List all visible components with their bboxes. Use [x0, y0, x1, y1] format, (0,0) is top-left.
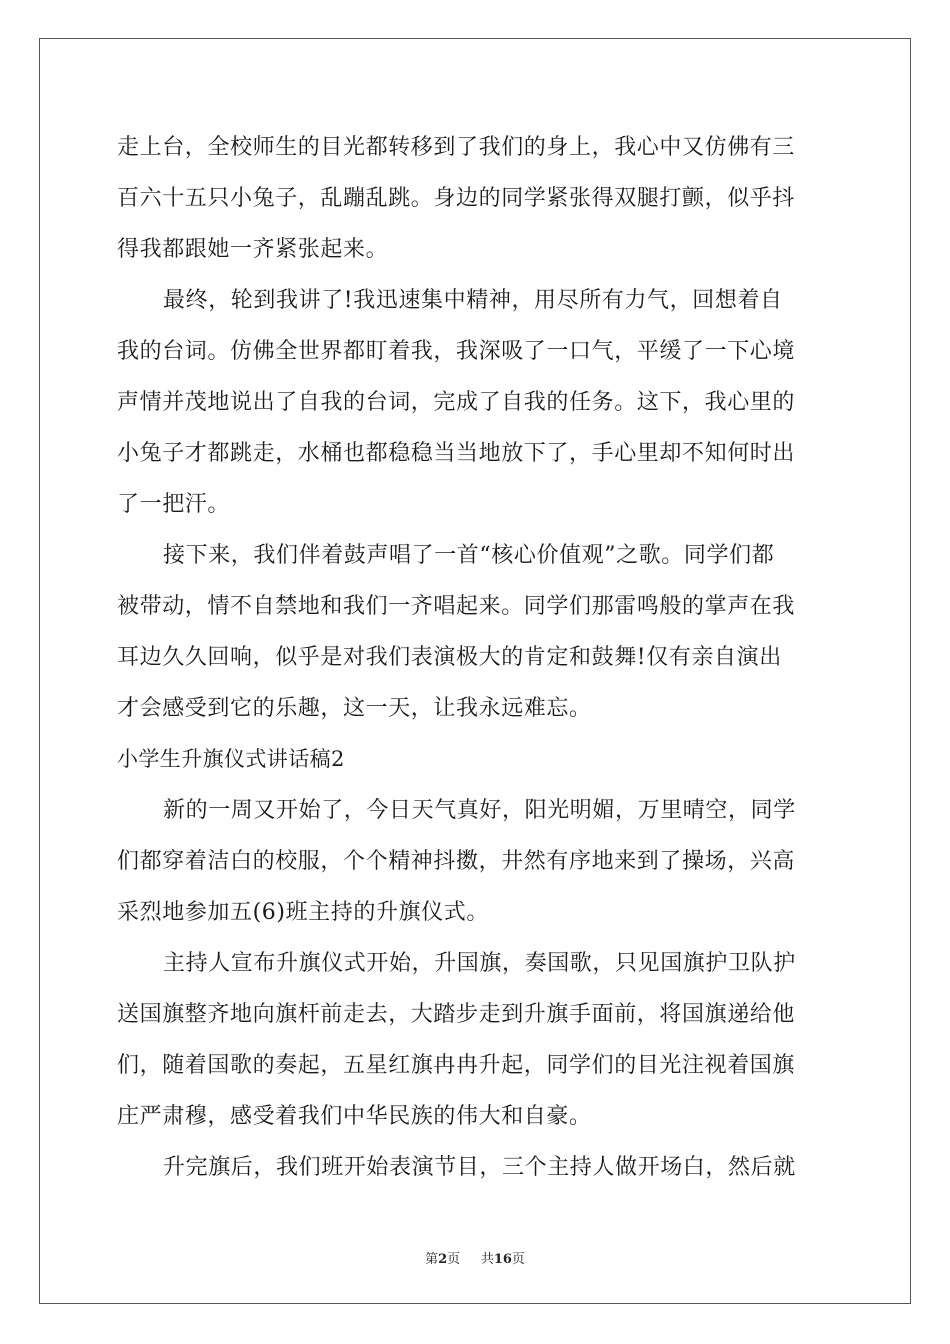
text-line: 得我都跟她一齐紧张起来。: [117, 237, 389, 262]
text-line: 庄严肃穆，感受着我们中华民族的伟大和自豪。: [117, 1104, 592, 1129]
paragraph-start-line: 升完旗后，我们班开始表演节目，三个主持人做开场白，然后就: [163, 1155, 796, 1180]
text-line: 走上台，全校师生的目光都转移到了我们的身上，我心中又仿佛有三: [117, 135, 796, 160]
text-line: 们都穿着洁白的校服，个个精神抖擞，井然有序地来到了操场，兴高: [117, 849, 796, 874]
document-body: [117, 122, 833, 1193]
page-number-label: 第2页: [425, 1252, 461, 1267]
text-line: 被带动，情不自禁地和我们一齐唱起来。同学们那雷鸣般的掌声在我: [117, 594, 796, 619]
paragraph-start-line: 新的一周又开始了，今日天气真好，阳光明媚，万里晴空，同学: [163, 798, 796, 823]
total-pages-label: 共16页: [480, 1252, 525, 1267]
text-line: 百六十五只小兔子，乱蹦乱跳。身边的同学紧张得双腿打颤，似乎抖: [117, 186, 796, 211]
text-line: 声情并茂地说出了自我的台词，完成了自我的任务。这下，我心里的: [117, 390, 796, 415]
page-footer: [0, 1248, 950, 1267]
text-line: 了一把汗。: [117, 492, 231, 517]
paragraph-start-line: 主持人宣布升旗仪式开始，升国旗，奏国歌，只见国旗护卫队护: [163, 951, 796, 976]
paragraph-start-line: 接下来，我们伴着鼓声唱了一首“核心价值观”之歌。同学们都: [163, 543, 775, 568]
text-line: 送国旗整齐地向旗杆前走去，大踏步走到升旗手面前，将国旗递给他: [117, 1002, 796, 1027]
text-line: 我的台词。仿佛全世界都盯着我，我深吸了一口气，平缓了一下心境: [117, 339, 796, 364]
text-line: 才会感受到它的乐趣，这一天，让我永远难忘。: [117, 696, 592, 721]
text-line: 采烈地参加五(6)班主持的升旗仪式。: [117, 900, 489, 925]
text-line: 耳边久久回响，似乎是对我们表演极大的肯定和鼓舞!仅有亲自演出: [117, 645, 782, 670]
paragraph-start-line: 最终，轮到我讲了!我迅速集中精神，用尽所有力气，回想着自: [163, 288, 783, 313]
text-line: 们，随着国歌的奏起，五星红旗冉冉升起，同学们的目光注视着国旗: [117, 1053, 796, 1078]
text-line: 小兔子才都跳走，水桶也都稳稳当当地放下了，手心里却不知何时出: [117, 441, 796, 466]
section-heading: 小学生升旗仪式讲话稿2: [117, 747, 345, 771]
